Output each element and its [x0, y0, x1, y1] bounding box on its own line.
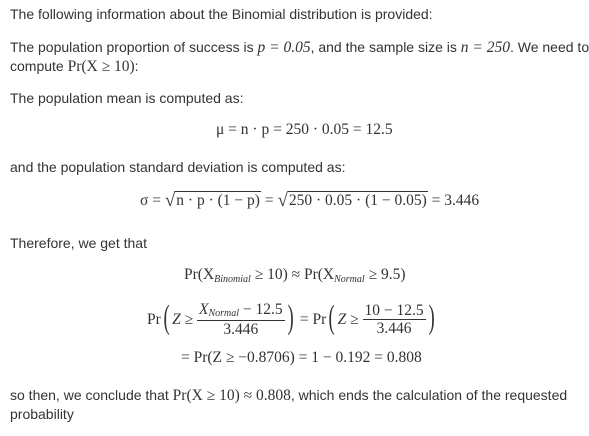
z-equation: Pr( Z ≥ $\frac{\text{XNormal − 12.5}}{3.446}$ ) = Pr( Z ≥ $\frac{10 - 12.5}{3.446}$ ) [147, 299, 435, 339]
sd-lhs: σ = [140, 192, 165, 209]
sd-intro: and the population standard deviation is computed as: [10, 159, 346, 175]
fraction-2 [363, 302, 426, 338]
fraction-1 [197, 301, 285, 339]
intro-text: The following information about the Binomial distribution is provided: [10, 6, 433, 22]
approx-b: ≥ 10) ≈ Pr(X [250, 266, 335, 283]
sqrt-1-radicand: n · p · (1 − p) [176, 192, 260, 209]
z-mid: = Pr [299, 311, 327, 328]
den2: 3.446 [376, 320, 412, 338]
compute-line [10, 56, 139, 77]
num1-sub: Normal [208, 308, 240, 320]
approx-c: ≥ 9.5) [364, 266, 406, 283]
conclusion-b: , which ends the calculation of the requested [290, 387, 568, 403]
conclusion-line [10, 385, 567, 406]
approx-equation [184, 265, 405, 287]
sqrt-2: √250 · 0.05 · (1 − 0.05) [277, 190, 427, 211]
sd-equals: = [260, 192, 278, 209]
approx-sub-binomial: Binomial [214, 274, 251, 285]
sd-result: = 3.446 [427, 192, 480, 209]
approx-a: Pr(X [184, 266, 215, 283]
approx-sub-normal: Normal [334, 274, 365, 285]
sd-equation [140, 190, 479, 211]
given-text-c: . We need to [509, 39, 589, 55]
z-pr-1: Pr [147, 311, 161, 328]
given-values-line [10, 37, 589, 58]
conclusion-math: Pr(X ≥ 10) ≈ 0.808 [172, 387, 291, 404]
sqrt-1: √n · p · (1 − p) [164, 190, 260, 211]
compute-suffix: : [134, 58, 139, 74]
den1: 3.446 [223, 321, 259, 339]
z-ge-2: Z ≥ [337, 311, 363, 328]
num1-rest: − 12.5 [239, 301, 283, 319]
num1-x: X [199, 301, 209, 319]
pr-target: Pr(X ≥ 10) [67, 58, 135, 75]
mean-equation: μ = n · p = 250 · 0.05 = 12.5 [216, 121, 393, 138]
num2: 10 − 12.5 [364, 302, 424, 320]
conclusion-a: so then, we conclude that [10, 387, 173, 403]
compute-text: compute [10, 58, 68, 74]
result-equation: = Pr(Z ≥ −0.8706) = 1 − 0.192 = 0.808 [181, 349, 422, 366]
therefore-text: Therefore, we get that [10, 235, 147, 251]
given-text-a: The population proportion of success is [10, 39, 258, 55]
sqrt-2-radicand: 250 · 0.05 · (1 − 0.05) [288, 192, 427, 209]
z-ge-1: Z ≥ [172, 311, 198, 328]
conclusion-line-2: probability [10, 406, 74, 422]
n-value: n = 250 [460, 39, 510, 56]
p-value: p = 0.05 [257, 39, 311, 56]
given-text-b: , and the sample size is [310, 39, 461, 55]
mean-intro: The population mean is computed as: [10, 90, 244, 106]
